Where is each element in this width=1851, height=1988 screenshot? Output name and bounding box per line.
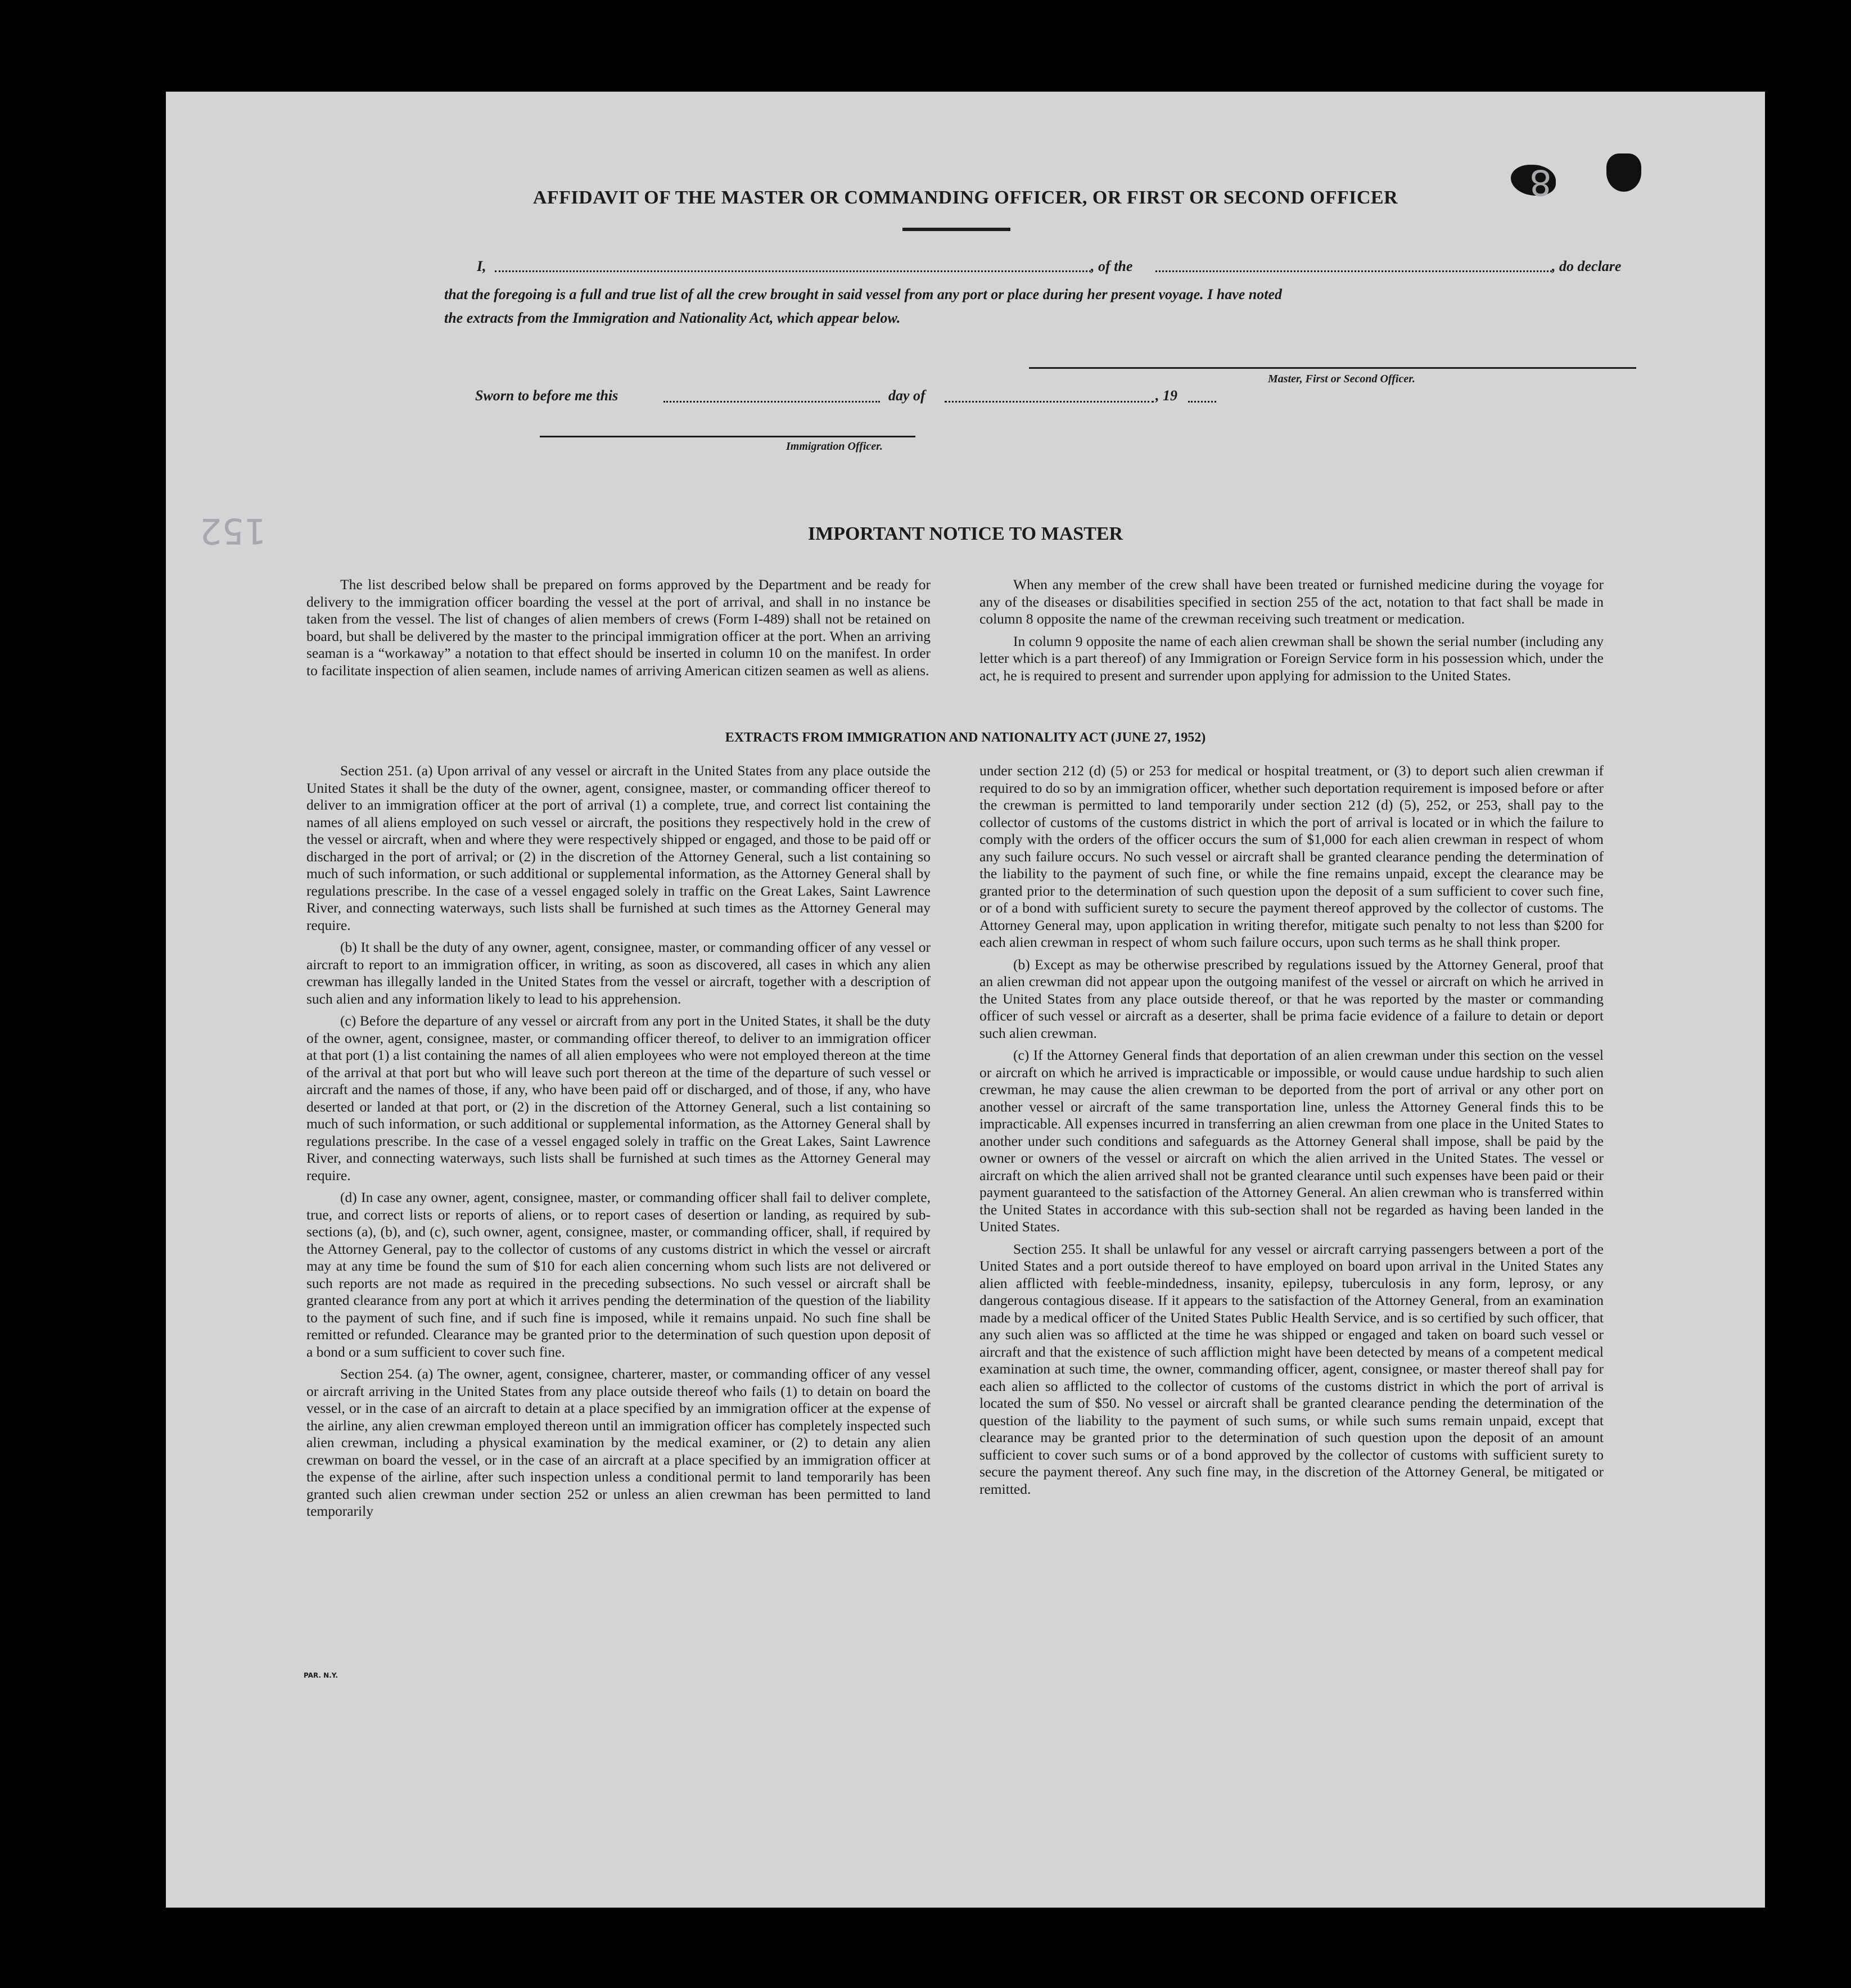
document-page: [166, 92, 1765, 1908]
declaration-text: the extracts from the Immigration and Nationality Act, which appear below.: [444, 310, 901, 326]
pencil-mark: 8: [1529, 162, 1552, 203]
vessel-field-line: [1155, 270, 1552, 272]
day-field-line: [663, 401, 880, 403]
statute-paragraph: Section 251. (a) Upon arrival of any vessel or aircraft in the United States from any place outside the United States it shall be the duty of the owner, agent, consignee, master, or commanding officer thereof to deliver to an immigration officer at the port of arrival (1) a complete, true, and correct list containing the names of all aliens employed on such vessel or aircraft, the positions they respectively hold in the crew of the vessel or aircraft, when and where they were respectively shipped or engaged, and those to be paid off or discharged in the port of arrival; or (2) in the discretion of the Attorney General, such a list containing so much of such information, or such additional or supplemental information, as the Attorney General shall by regulations prescribe. In the case of a vessel engaged solely in traffic on the Great Lakes, Saint Lawrence River, and connecting waterways, such lists shall be furnished at such times as the Attorney General may require.: [306, 762, 931, 933]
year-field-line: [1188, 401, 1216, 403]
notice-right-column: [979, 576, 1604, 689]
statute-paragraph: (d) In case any owner, agent, consignee, master, or commanding officer shall fail to deliver complete, true, and correct lists or reports of aliens, or to report cases of desertion or landing, as required by sub-sections (a), (b), and (c), such owner, agent, consignee, master, or commanding officer, shall, if required by the Attorney General, pay to the collector of customs of any customs district in which the vessel or aircraft may at any time be found the sum of $10 for each alien concerning whom such lists are not delivered or such reports are not made as required in the preceding subsections. No such vessel or aircraft shall be granted clearance from any port at which it arrives pending the determination of the question of the liability to the payment of such fine, and if such fine is imposed, while it remains unpaid. No such fine shall be remitted or refunded. Clearance may be granted prior to the determination of such question upon deposit of a bond or a sum sufficient to cover such fine.: [306, 1189, 931, 1360]
day-of-label: day of: [888, 387, 926, 404]
of-the-label: , of the: [1091, 258, 1133, 274]
master-signature-line: [1029, 367, 1636, 369]
extracts-left-column: [306, 762, 931, 1525]
ink-blot: [1606, 153, 1641, 192]
affidavit-title: AFFIDAVIT OF THE MASTER OR COMMANDING OFFICER, OR FIRST OR SECOND OFFICER: [532, 187, 1398, 208]
title-rule: [902, 228, 1010, 231]
extracts-title: EXTRACTS FROM IMMIGRATION AND NATIONALITY ACT (JUNE 27, 1952): [725, 730, 1206, 745]
statute-paragraph: (b) It shall be the duty of any owner, agent, consignee, master, or commanding officer of any vessel or aircraft to report to an immigration officer, in writing, as soon as discovered, all cases in which any alien crewman has illegally landed in the United States from the vessel or aircraft, together with a description of such alien and any information likely to lead to his apprehension.: [306, 939, 931, 1007]
pencil-mark: 152: [200, 510, 267, 552]
year-label: , 19: [1155, 387, 1177, 404]
statute-paragraph: (b) Except as may be otherwise prescribed by regulations issued by the Attorney General, proof that an alien crewman did not appear upon the outgoing manifest of the vessel or aircraft on which he arrived in the United States from any place outside thereof, or that he was reported by the master or commanding officer of such vessel or aircraft as a deserter, shall be prima facie evidence of a failure to detain or deport such alien crewman.: [979, 956, 1604, 1041]
name-field-line: [495, 270, 1091, 272]
notice-left-column: [306, 576, 931, 684]
printer-mark: PAR. N.Y.: [304, 1671, 338, 1679]
do-declare-label: , do declare: [1552, 258, 1622, 274]
statute-paragraph: under section 212 (d) (5) or 253 for medical or hospital treatment, or (3) to deport such alien crewman if required to do so by an immigration officer, whether such deportation requirement is imposed before or after the crewman is permitted to land temporarily under section 212 (d) (5), 252, or 253, shall pay to the collector of customs of the customs district in which the port of arrival is located or in which the failure to comply with the orders of the officer occurs the sum of $1,000 for each alien crewman in respect of whom any such failure occurs. No such vessel or aircraft shall be granted clearance pending the determination of the liability to the payment of such fine, or while the fine remains unpaid, except the clearance may be granted prior to the determination of such question upon the deposit of a sum sufficient to cover such fine, or of a bond with sufficient surety to secure the payment thereof approved by the collector of customs. The Attorney General may, upon application in writing therefor, mitigate such penalty to not less than $200 for each alien crewman in respect of whom such failure occurs, upon such terms as he shall think proper.: [979, 762, 1604, 950]
declaration-text: that the foregoing is a full and true list of all the crew brought in said vessel from any port or place during her present voyage. I have noted: [444, 286, 1283, 302]
notice-paragraph: In column 9 opposite the name of each alien crewman shall be shown the serial number (including any letter which is a part thereof) of any Immigration or Foreign Service form in his possession which, under the act, he is required to present and surrender upon applying for admission to the United States.: [979, 632, 1604, 684]
statute-paragraph: (c) If the Attorney General finds that deportation of an alien crewman under this section on the vessel or aircraft on which he arrived is impracticable or impossible, or would cause undue hardship to such alien crewman, he may cause the alien crewman to be deported from the port of arrival or any other port on another vessel or aircraft of the same transportation line, unless the Attorney General finds this to be impracticable. All expenses incurred in transferring an alien crewman from one place in the United States to another under such conditions and safeguards as the Attorney General shall impose, shall be paid by the owner or owners of the vessel or aircraft on which the alien arrived in the United States. The vessel or aircraft on which the alien arrived shall not be granted clearance until such expenses have been paid or their payment guaranteed to the satisfaction of the Attorney General. An alien crewman who is transferred within the United States in accordance with this sub-section shall not be regarded as having been landed in the United States.: [979, 1047, 1604, 1235]
notice-paragraph: The list described below shall be prepared on forms approved by the Department and be ready for delivery to the immigration officer boarding the vessel at the port of arrival, and shall in no instance be taken from the vessel. The list of changes of alien members of crews (Form I-489) shall not be retained on board, but shall be delivered by the master to the principal immigration officer at the port. When an arriving seaman is a “workaway” a notation to that effect should be inserted in column 10 on the manifest. In order to facilitate inspection of alien seamen, include names of arriving American citizen seamen as well as aliens.: [306, 576, 931, 679]
extracts-right-column: [979, 762, 1604, 1503]
statute-paragraph: Section 254. (a) The owner, agent, consignee, charterer, master, or commanding officer of any vessel or aircraft arriving in the United States from any place outside thereof who fails (1) to detain on board the vessel, or in the case of an aircraft to detain at a place specified by an immigration officer at the expense of the airline, any alien crewman employed thereon until an immigration officer has completely inspected such alien crewman, including a physical examination by the medical examiner, or (2) to detain any alien crewman on board the vessel, or in the case of an aircraft at a place specified by an immigration officer at the expense of the airline, after such inspection unless a conditional permit to land temporarily has been granted such alien crewman under section 252 or unless an alien crewman has been permitted to land temporarily: [306, 1366, 931, 1519]
sworn-label: Sworn to before me this: [475, 387, 618, 404]
officer-signature-caption: Immigration Officer.: [786, 440, 883, 453]
notice-paragraph: When any member of the crew shall have been treated or furnished medicine during the voyage for any of the diseases or disabilities specified in section 255 of the act, notation to that fact shall be made in column 8 opposite the name of the crewman receiving such treatment or medication.: [979, 576, 1604, 627]
statute-paragraph: (c) Before the departure of any vessel or aircraft from any port in the United States, it shall be the duty of the owner, agent, consignee, master, or commanding officer thereof, to deliver to an immigration officer at that port (1) a list containing the names of all alien employees who were not employed thereon at the time of the arrival at that port but who will leave such port thereon at the time of the departure of such vessel or aircraft and the names of those, if any, who have been paid off or discharged, and of those, if any, who have deserted or landed at that port, or (2) in the discretion of the Attorney General, such a list containing so much of such information, or such additional or supplemental information, as the Attorney General shall by regulations prescribe. In the case of a vessel engaged solely in traffic on the Great Lakes, Saint Lawrence River, and connecting waterways, such lists shall be furnished at such times as the Attorney General may require.: [306, 1013, 931, 1183]
i-label: I,: [477, 258, 486, 274]
statute-paragraph: Section 255. It shall be unlawful for any vessel or aircraft carrying passengers between a port of the United States and a port outside thereof to have employed on board upon arrival in the United States any alien afflicted with feeble-mindedness, insanity, epilepsy, tuberculosis in any form, leprosy, or any dangerous contagious disease. If it appears to the satisfaction of the Attorney General, from an examination made by a medical officer of the United States Public Health Service, and is so certified by such officer, that any such alien was so afflicted at the time he was shipped or engaged and taken on board such vessel or aircraft and that the existence of such affliction might have been detected by means of a competent medical examination at such time, the owner, commanding officer, agent, consignee, or master thereof shall pay for each alien so afflicted to the collector of customs of the customs district in which the port of arrival is located the sum of $50. No vessel or aircraft shall be granted clearance pending the determination of the question of the liability to the payment of such sums, or while such sums remain unpaid, except that clearance may be granted prior to the determination of such question upon the deposit of an amount sufficient to cover such sums or of a bond approved by the collector of customs with sufficient surety to secure the payment thereof. Any such fine may, in the discretion of the Attorney General, be mitigated or remitted.: [979, 1240, 1604, 1497]
officer-signature-line: [540, 436, 915, 437]
month-field-line: [945, 401, 1154, 403]
notice-title: IMPORTANT NOTICE TO MASTER: [807, 523, 1123, 544]
master-signature-caption: Master, First or Second Officer.: [1268, 373, 1415, 385]
